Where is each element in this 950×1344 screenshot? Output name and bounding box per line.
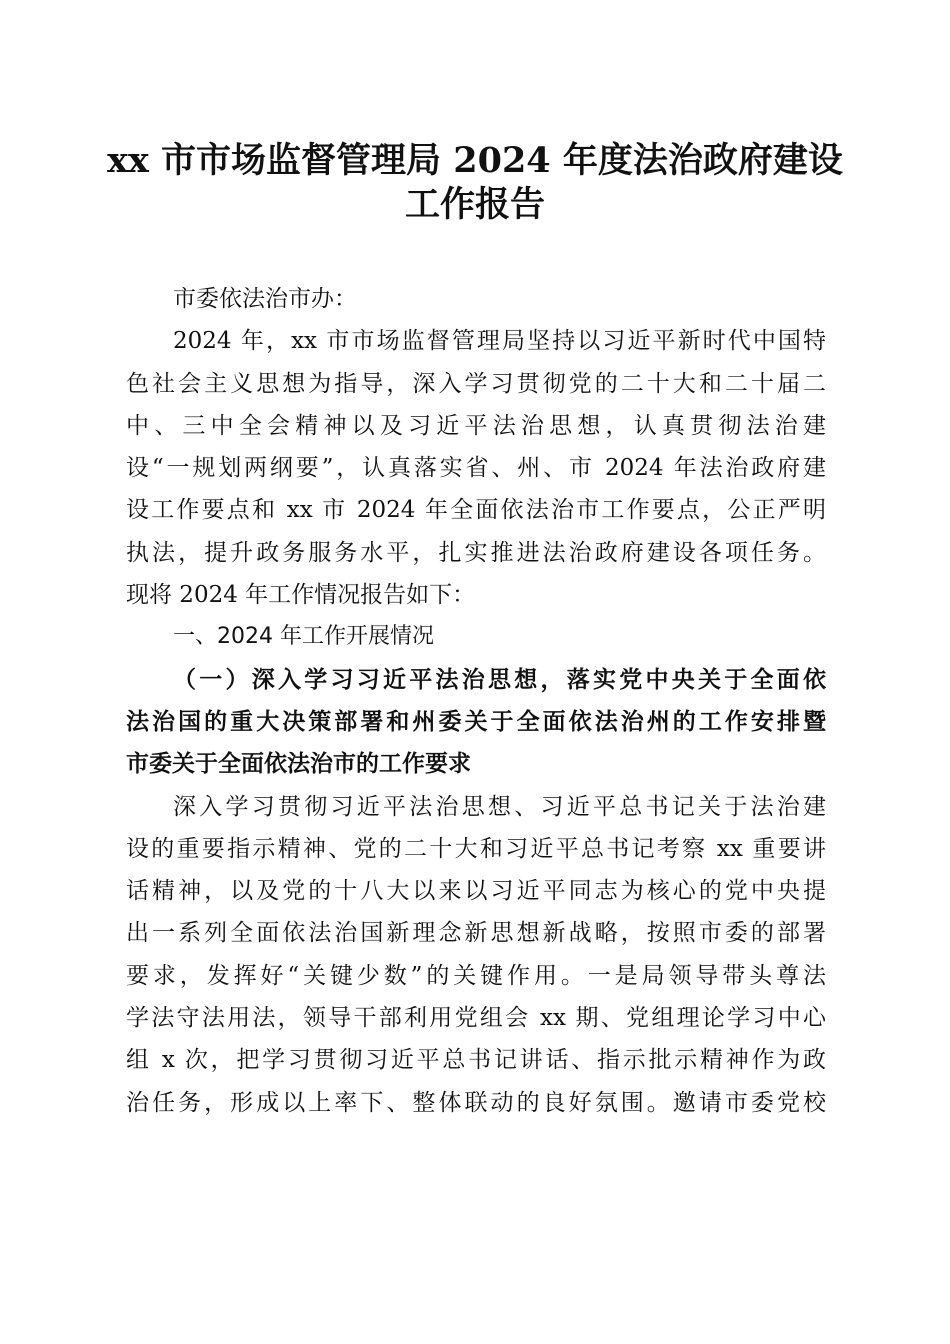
paragraph-line: 出一系列全面依法治国新理念新思想新战略，按照市委的部署 xyxy=(126,920,826,947)
salutation: 市委依法治市办： xyxy=(173,286,357,312)
intro-line: 中、三中全会精神以及习近平法治思想，认真贯彻法治建 xyxy=(126,412,826,439)
subsection-heading-line: （一）深入学习习近平法治思想，落实党中央关于全面依 xyxy=(173,665,826,693)
paragraph-line: 话精神，以及党的十八大以来以习近平同志为核心的党中央提 xyxy=(126,878,826,905)
paragraph-line: 要求，发挥好“关键少数”的关键作用。一是局领导带头尊法 xyxy=(126,962,826,989)
intro-line: 执法，提升政务服务水平，扎实推进法治政府建设各项任务。 xyxy=(126,539,826,566)
subsection-heading-line: 市委关于全面依法治市的工作要求 xyxy=(126,750,471,778)
intro-line: 设“一规划两纲要”，认真落实省、州、市 2024 年法治政府建 xyxy=(126,455,826,482)
intro-line: 现将 2024 年工作情况报告如下： xyxy=(126,582,476,609)
subsection-heading-line: 法治国的重大决策部署和州委关于全面依法治州的工作安排暨 xyxy=(126,707,826,735)
intro-line: 色社会主义思想为指导，深入学习贯彻党的二十大和二十届二 xyxy=(126,370,826,397)
paragraph-line: 设的重要指示精神、党的二十大和习近平总书记考察 xx 重要讲 xyxy=(126,835,826,862)
document-body xyxy=(126,278,826,1124)
intro-line: 设工作要点和 xx 市 2024 年全面依法治市工作要点，公正严明 xyxy=(126,497,826,524)
document-title-line-2: 工作报告 xyxy=(404,184,545,225)
paragraph-line: 组 x 次，把学习贯彻习近平总书记讲话、指示批示精神作为政 xyxy=(126,1047,826,1074)
paragraph-line: 学法守法用法，领导干部利用党组会 xx 期、党组理论学习中心 xyxy=(126,1005,826,1032)
paragraph-line: 深入学习贯彻习近平法治思想、习近平总书记关于法治建 xyxy=(173,793,826,820)
section-heading: 一、2024 年工作开展情况 xyxy=(173,624,434,650)
intro-line: 2024 年，xx 市市场监督管理局坚持以习近平新时代中国特 xyxy=(173,328,826,355)
paragraph-line: 治任务，形成以上率下、整体联动的良好氛围。邀请市委党校 xyxy=(126,1089,826,1116)
document-title-line-1: xx 市市场监督管理局 2024 年度法治政府建设 xyxy=(107,140,843,181)
